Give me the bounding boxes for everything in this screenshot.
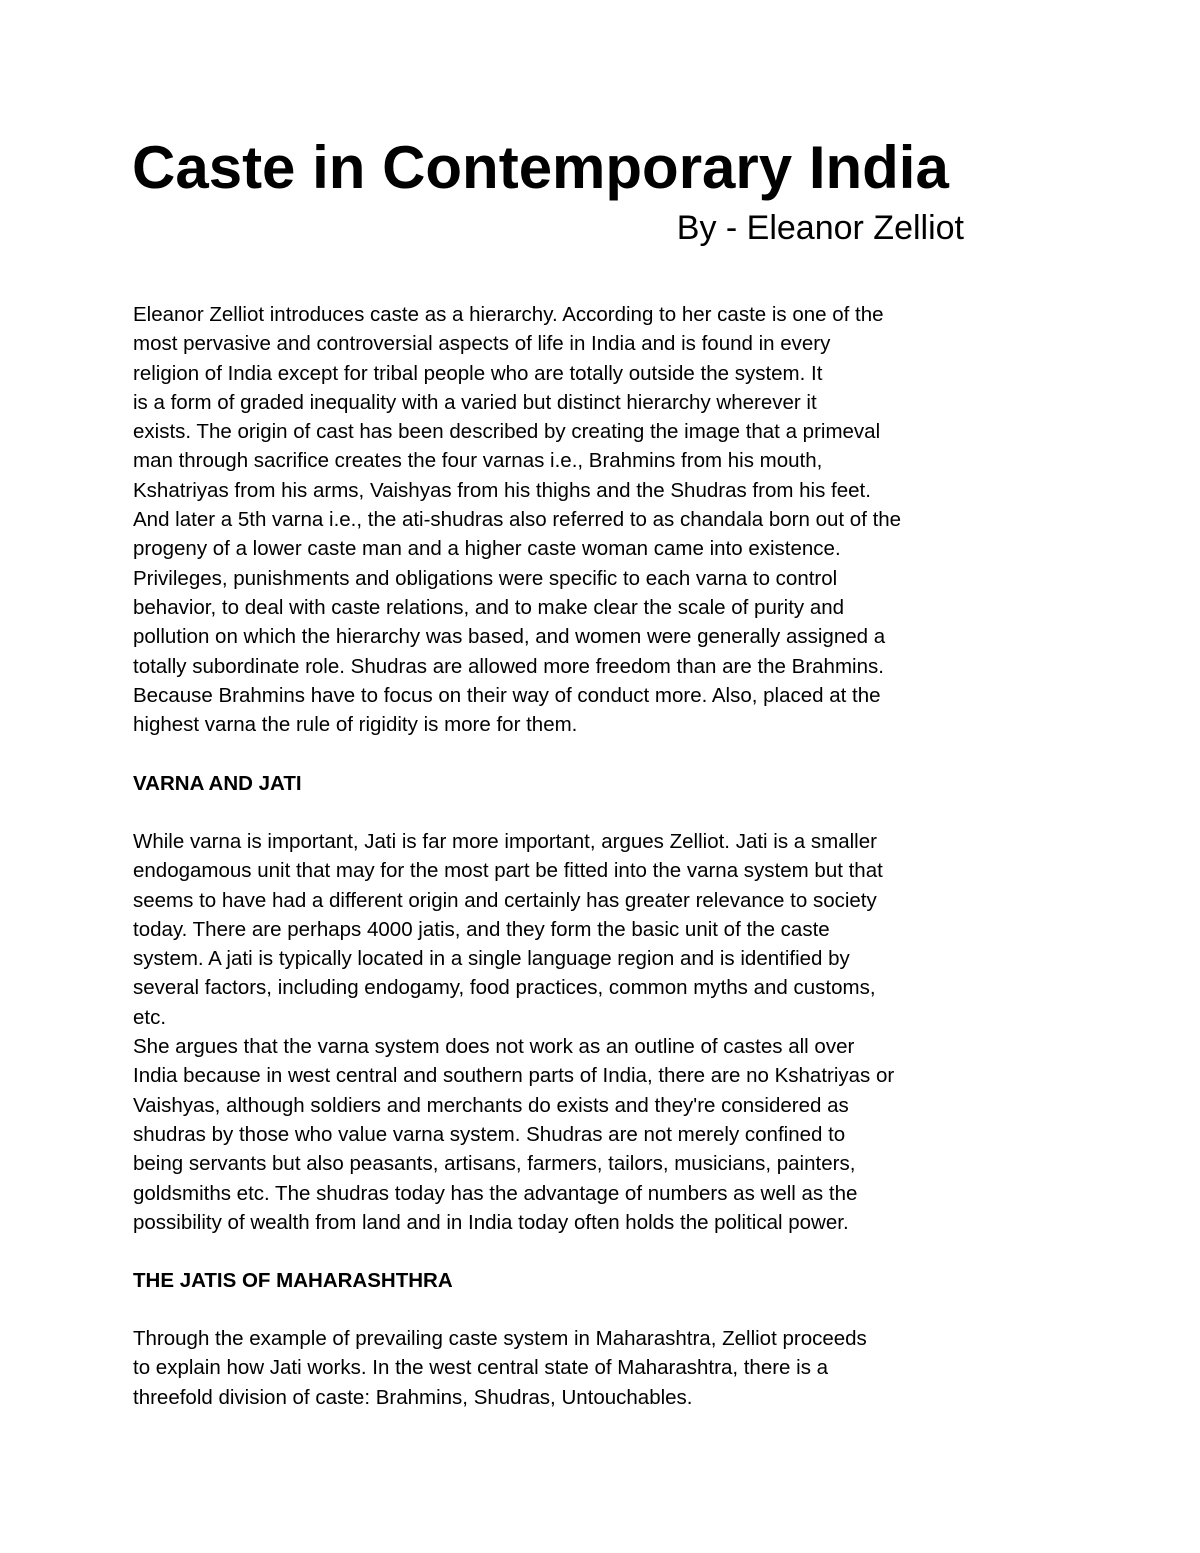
paragraph-line: seems to have had a different origin and certainly has greater relevance to society xyxy=(133,888,877,912)
paragraph-line: shudras by those who value varna system. Shudras are not merely confined to xyxy=(133,1122,846,1146)
paragraph-line: is a form of graded inequality with a varied but distinct hierarchy wherever it xyxy=(133,390,817,414)
paragraph-line: possibility of wealth from land and in India today often holds the political power. xyxy=(133,1210,849,1234)
paragraph-line: Privileges, punishments and obligations were specific to each varna to control xyxy=(133,566,838,590)
paragraph-line: progeny of a lower caste man and a higher caste woman came into existence. xyxy=(133,537,841,561)
paragraph-line: religion of India except for tribal people who are totally outside the system. It xyxy=(133,361,823,385)
section-heading-jatis-of-maharashtra: THE JATIS OF MAHARASHTHRA xyxy=(133,1269,453,1292)
paragraph-line: most pervasive and controversial aspects of life in India and is found in every xyxy=(133,332,831,356)
paragraph-line: system. A jati is typically located in a single language region and is identified by xyxy=(133,947,850,971)
document-title: Caste in Contemporary India xyxy=(132,134,949,201)
paragraph-line: several factors, including endogamy, food practices, common myths and customs, xyxy=(133,976,876,1000)
intro-paragraph xyxy=(133,300,1033,739)
paragraph-line: threefold division of caste: Brahmins, Shudras, Untouchables. xyxy=(133,1385,693,1409)
author-byline: By - Eleanor Zelliot xyxy=(676,209,964,247)
paragraph-line: totally subordinate role. Shudras are allowed more freedom than are the Brahmins. xyxy=(133,654,884,678)
paragraph-line: Vaishyas, although soldiers and merchants do exists and they're considered as xyxy=(133,1093,849,1117)
paragraph-line: exists. The origin of cast has been described by creating the image that a primeval xyxy=(133,420,881,444)
paragraph-line: Kshatriyas from his arms, Vaishyas from his thighs and the Shudras from his feet. xyxy=(133,478,871,502)
paragraph-line: Through the example of prevailing caste system in Maharashtra, Zelliot proceeds xyxy=(133,1327,867,1350)
paragraph-line: Because Brahmins have to focus on their way of conduct more. Also, placed at the xyxy=(133,683,881,707)
maharashtra-paragraph xyxy=(133,1324,1033,1412)
paragraph-line: She argues that the varna system does not work as an outline of castes all over xyxy=(133,1035,855,1059)
paragraph-line: man through sacrifice creates the four varnas i.e., Brahmins from his mouth, xyxy=(133,449,823,473)
paragraph-line: behavior, to deal with caste relations, and to make clear the scale of purity and xyxy=(133,595,845,619)
paragraph-line: India because in west central and southern parts of India, there are no Kshatriyas or xyxy=(133,1064,895,1088)
paragraph-line: And later a 5th varna i.e., the ati-shudras also referred to as chandala born out of the xyxy=(133,508,902,532)
paragraph-line: goldsmiths etc. The shudras today has the advantage of numbers as well as the xyxy=(133,1181,858,1205)
paragraph-line: While varna is important, Jati is far more important, argues Zelliot. Jati is a smaller xyxy=(133,830,877,853)
paragraph-line: endogamous unit that may for the most part be fitted into the varna system but that xyxy=(133,859,883,883)
paragraph-line: highest varna the rule of rigidity is more for them. xyxy=(133,713,578,737)
paragraph-line: to explain how Jati works. In the west central state of Maharashtra, there is a xyxy=(133,1356,829,1380)
paragraph-line: pollution on which the hierarchy was based, and women were generally assigned a xyxy=(133,625,886,649)
paragraph-line: Eleanor Zelliot introduces caste as a hierarchy. According to her caste is one of the xyxy=(133,303,884,326)
paragraph-line: today. There are perhaps 4000 jatis, and they form the basic unit of the caste xyxy=(133,917,830,941)
paragraph-line: being servants but also peasants, artisans, farmers, tailors, musicians, painters, xyxy=(133,1152,856,1176)
paragraph-line: etc. xyxy=(133,1005,167,1029)
varna-jati-paragraph xyxy=(133,827,1033,1237)
section-heading-varna-and-jati: VARNA AND JATI xyxy=(133,772,302,795)
